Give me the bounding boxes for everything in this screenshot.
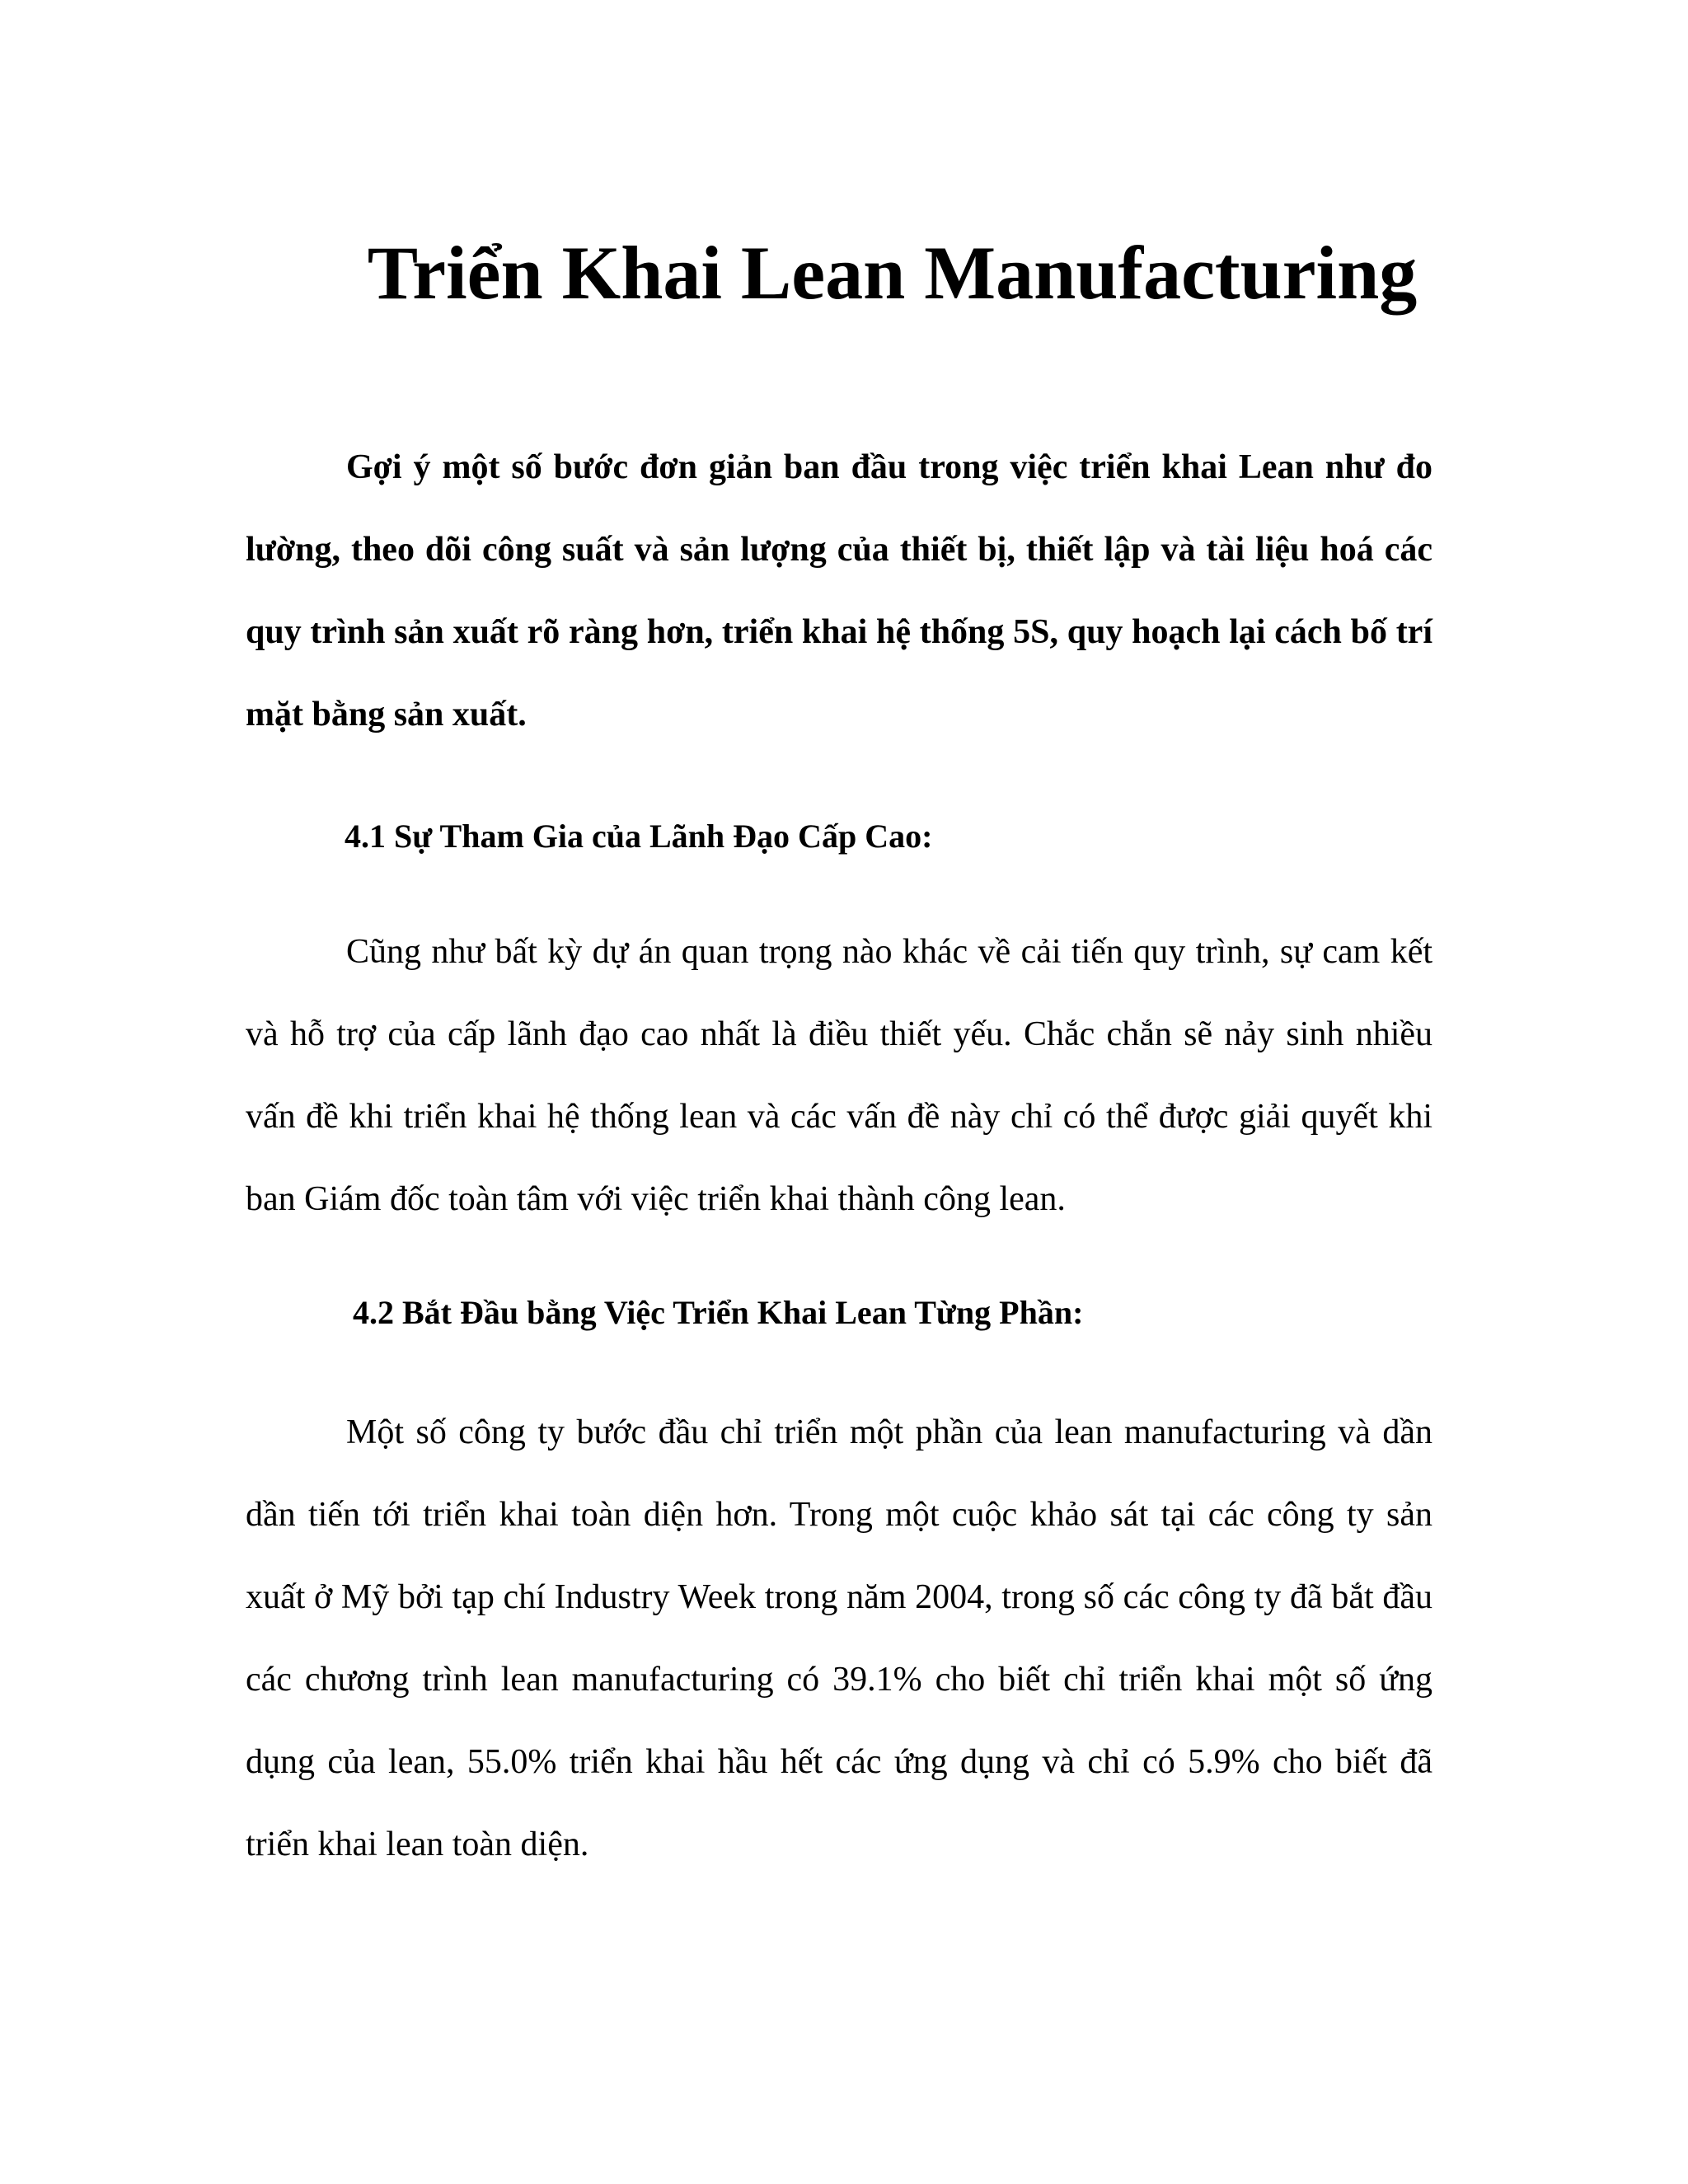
section-body-4-1: Cũng như bất kỳ dự án quan trọng nào khác về cải tiến quy trình, sự cam kết và hỗ trợ của cấp lãnh đạo cao nhất là điều thiết yếu. Chắc chắn sẽ nảy sinh nhiều vấn đề khi triển khai hệ thống lean và các vấn đề này chỉ có thể được giải quyết khi ban Giám đốc toàn tâm với việc triển khai thành công lean.: [246, 933, 1432, 1218]
section-heading-4-1: 4.1 Sự Tham Gia của Lãnh Đạo Cấp Cao:: [345, 818, 933, 855]
intro-paragraph: Gợi ý một số bước đơn giản ban đầu trong việc triển khai Lean như đo lường, theo dõi công suất và sản lượng của thiết bị, thiết lập và tài liệu hoá các quy trình sản xuất rõ ràng hơn, triển khai hệ thống 5S, quy hoạch lại cách bố trí mặt bằng sản xuất.: [246, 448, 1432, 733]
section-body-4-2: Một số công ty bước đầu chỉ triển một phần của lean manufacturing và dần dần tiến tới triển khai toàn diện hơn. Trong một cuộc khảo sát tại các công ty sản xuất ở Mỹ bởi tạp chí Industry Week trong năm 2004, trong số các công ty đã bắt đầu các chương trình lean manufacturing có 39.1% cho biết chỉ triển khai một số ứng dụng của lean, 55.0% triển khai hầu hết các ứng dụng và chỉ có 5.9% cho biết đã triển khai lean toàn diện.: [246, 1413, 1432, 1863]
section-heading-4-2: 4.2 Bắt Đầu bằng Việc Triển Khai Lean Từng Phần:: [353, 1294, 1084, 1331]
document-title: Triển Khai Lean Manufacturing: [367, 231, 1418, 315]
